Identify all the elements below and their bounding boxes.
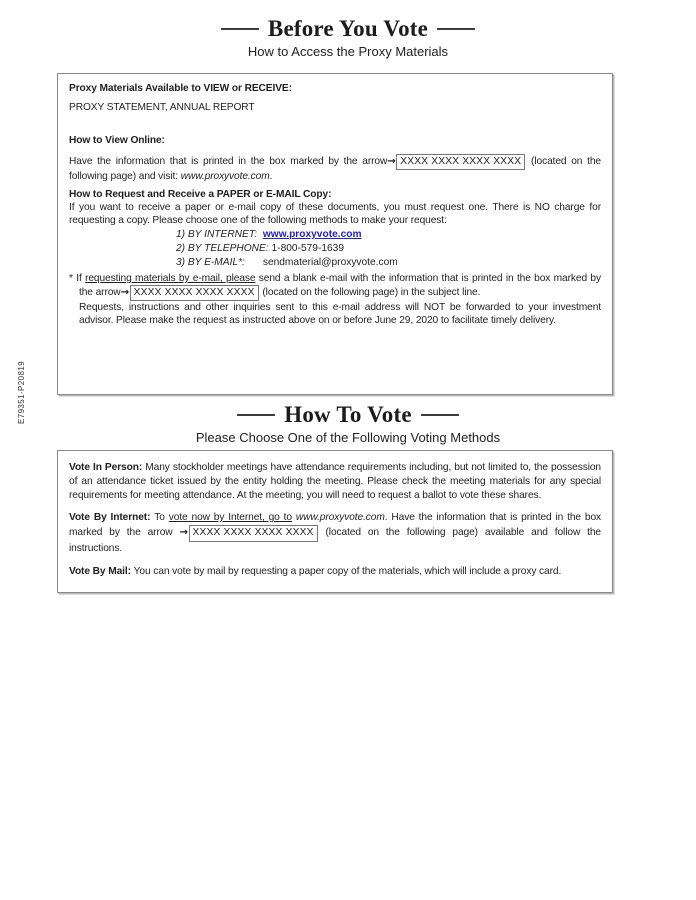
heading-request-copy: How to Request and Receive a PAPER or E-MAIL Copy:	[69, 189, 332, 200]
method-label-telephone: 2) BY TELEPHONE:	[176, 243, 269, 254]
text-segment: Vote In Person:	[69, 462, 146, 473]
how-to-vote-subtitle: Please Choose One of the Following Voting Methods	[195, 430, 501, 445]
email-footnote	[69, 272, 601, 327]
text-segment: You can vote by mail by requesting a paper copy of the materials, which will include a proxy card.	[133, 566, 562, 577]
method-row-telephone	[176, 242, 601, 256]
title-rule-right	[437, 28, 475, 30]
method-value-email: sendmaterial@proxyvote.com	[262, 257, 398, 268]
view-online-instructions	[69, 154, 601, 183]
how-to-vote-header	[0, 402, 696, 445]
method-row-internet	[176, 228, 601, 242]
control-number-box: XXXX XXXX XXXX XXXX	[130, 285, 259, 301]
text-segment: Vote By Internet:	[69, 512, 155, 523]
before-you-vote-header	[0, 16, 696, 59]
text-segment: To	[154, 512, 169, 523]
plate-code: E79351-P20819	[17, 360, 26, 424]
method-label-internet: 1) BY INTERNET:	[176, 229, 258, 240]
method-label-email: 3) BY E-MAIL*:	[176, 257, 245, 268]
text-segment: send a blank e-mail with the information that is printed in the box marked by the arrow	[79, 273, 601, 298]
text-segment: requesting materials by e-mail, please	[85, 273, 256, 284]
text-segment: Many stockholder meetings have attendance requirements including, but not limited to, the possession of an attendance ticket issued by the entity holding the meeting. Please check the meeting materials for any special requirements for meeting attendance. At the meeting, you will need to request a ballot to vote these shares.	[69, 462, 601, 501]
vote-by-mail-paragraph	[69, 565, 601, 579]
text-segment: vote now by Internet, go to	[168, 512, 292, 523]
before-you-vote-title: Before You Vote	[267, 16, 429, 41]
how-to-vote-title: How To Vote	[284, 402, 412, 427]
text-segment: (located on the following page) in the subject line.	[259, 287, 481, 298]
title-rule-right	[421, 414, 459, 416]
right-arrow-icon: →	[179, 527, 188, 538]
proxyvote-link[interactable]: www.proxyvote.com	[262, 229, 362, 240]
before-you-vote-subtitle: How to Access the Proxy Materials	[247, 44, 449, 59]
text-segment: * If	[69, 273, 86, 284]
vote-in-person-paragraph	[69, 461, 601, 503]
proxyvote-url-text: www.proxyvote.com	[295, 512, 385, 523]
proxyvote-url-text: www.proxyvote.com	[180, 171, 270, 182]
text-segment: Have the information that is printed in the box marked by the arrow	[69, 156, 388, 167]
heading-view-online: How to View Online:	[69, 135, 165, 146]
method-value-telephone: 1-800-579-1639	[271, 243, 345, 254]
heading-materials-available: Proxy Materials Available to VIEW or RECEIVE:	[69, 83, 292, 94]
voting-methods-box	[57, 450, 613, 593]
title-rule-left	[237, 414, 275, 416]
request-methods-list	[176, 228, 601, 270]
request-copy-instructions: If you want to receive a paper or e-mail copy of these documents, you must request one. There is NO charge for requesting a copy. Please choose one of the following methods to make your request:	[69, 202, 601, 226]
text-segment: .	[269, 171, 273, 182]
control-number-box: XXXX XXXX XXXX XXXX	[189, 525, 318, 542]
text-segment: (located on the following page) available and follow the instructions.	[69, 527, 601, 554]
right-arrow-icon: →	[387, 156, 396, 167]
right-arrow-icon: →	[120, 287, 129, 298]
title-rule-left	[221, 28, 259, 30]
text-segment: (located on the following page) and visit:	[69, 156, 601, 182]
text-segment: . Have the information that is printed in the box marked by the arrow	[69, 512, 601, 538]
control-number-box: XXXX XXXX XXXX XXXX	[396, 154, 525, 170]
materials-list: PROXY STATEMENT, ANNUAL REPORT	[69, 102, 255, 113]
vote-by-internet-paragraph	[69, 511, 601, 556]
text-segment: Vote By Mail:	[69, 566, 134, 577]
method-row-email	[176, 256, 601, 270]
text-segment: Requests, instructions and other inquiries sent to this e-mail address will NOT be forwarded to your investment advisor. Please make the request as instructed above on or before June 29, 2020 to facilitate timely delivery.	[79, 302, 601, 326]
proxy-materials-box	[57, 73, 613, 395]
